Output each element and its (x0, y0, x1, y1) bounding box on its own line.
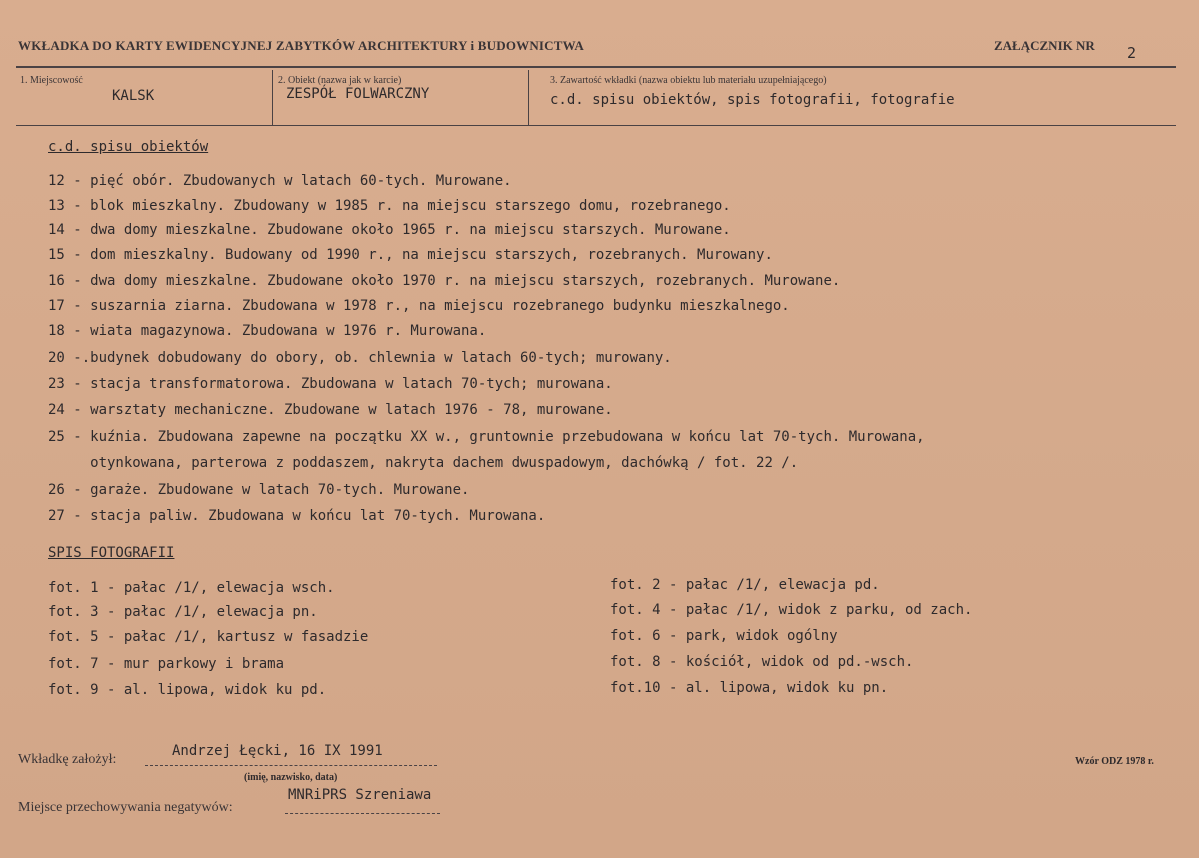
list-item: fot. 6 - park, widok ogólny (610, 628, 838, 644)
author-line (145, 764, 437, 766)
list-item: fot. 8 - kościół, widok od pd.-wsch. (610, 654, 914, 670)
author-value: Andrzej Łęcki, 16 IX 1991 (172, 743, 383, 759)
list-item: fot. 9 - al. lipowa, widok ku pd. (48, 682, 327, 698)
list-item: 24 - warsztaty mechaniczne. Zbudowane w latach 1976 - 78, murowane. (48, 402, 613, 418)
author-caption: (imię, nazwisko, data) (244, 772, 338, 783)
locality-value: KALSK (112, 88, 155, 104)
list-item: 23 - stacja transformatorowa. Zbudowana w latach 70-tych; murowana. (48, 376, 613, 392)
list-item: 26 - garaże. Zbudowane w latach 70-tych. Murowane. (48, 482, 470, 498)
list-item: 27 - stacja paliw. Zbudowana w końcu lat 70-tych. Murowana. (48, 508, 546, 524)
author-label: Wkładkę założył: (18, 752, 117, 767)
storage-label: Miejsce przechowywania negatywów: (18, 800, 233, 815)
photos-heading: SPIS FOTOGRAFII (48, 545, 175, 561)
list-item: 25 - kuźnia. Zbudowana zapewne na początku XX w., gruntownie przebudowana w końcu lat 70-tych. Murowana, (48, 429, 925, 445)
object-label: 2. Obiekt (nazwa jak w karcie) (278, 75, 402, 86)
list-item: fot. 2 - pałac /1/, elewacja pd. (610, 577, 880, 593)
form-title: WKŁADKA DO KARTY EWIDENCYJNEJ ZABYTKÓW ARCHITEKTURY i BUDOWNICTWA (18, 38, 584, 53)
object-value: ZESPÓŁ FOLWARCZNY (286, 86, 430, 102)
locality-label: 1. Miejscowość (20, 75, 83, 86)
list-item: 20 -.budynek dobudowany do obory, ob. chlewnia w latach 60-tych; murowany. (48, 350, 672, 366)
form-code: Wzór ODZ 1978 r. (1075, 756, 1154, 767)
list-item: fot. 7 - mur parkowy i brama (48, 656, 285, 672)
field-divider (528, 70, 529, 126)
annex-label: ZAŁĄCZNIK NR (994, 38, 1095, 53)
list-item: 14 - dwa domy mieszkalne. Zbudowane około 1965 r. na miejscu starszych. Murowane. (48, 222, 731, 238)
contents-label: 3. Zawartość wkładki (nazwa obiektu lub materiału uzupełniającego) (550, 75, 827, 86)
list-item: 17 - suszarnia ziarna. Zbudowana w 1978 r., na miejscu rozebranego budynku mieszkalnego. (48, 298, 790, 314)
list-item: 16 - dwa domy mieszkalne. Zbudowane około 1970 r. na miejscu starszych, rozebranych. Murowane. (48, 273, 841, 289)
storage-value: MNRiPRS Szreniawa (288, 787, 432, 803)
list-item: 15 - dom mieszkalny. Budowany od 1990 r., na miejscu starszych, rozebranych. Murowany. (48, 247, 773, 263)
list-item: 13 - blok mieszkalny. Zbudowany w 1985 r. na miejscu starszego domu, rozebranego. (48, 198, 731, 214)
list-item: 12 - pięć obór. Zbudowanych w latach 60-tych. Murowane. (48, 173, 512, 189)
list-item: fot. 1 - pałac /1/, elewacja wsch. (48, 580, 335, 596)
annex-number: 2 (1127, 44, 1137, 62)
fields-rule (16, 125, 1176, 126)
list-item: otynkowana, parterowa z poddaszem, nakryta dachem dwuspadowym, dachówką / fot. 22 /. (48, 455, 799, 471)
header-rule (16, 66, 1176, 68)
storage-line (285, 812, 440, 814)
field-divider (272, 70, 273, 126)
list-item: fot.10 - al. lipowa, widok ku pn. (610, 680, 889, 696)
list-item: fot. 5 - pałac /1/, kartusz w fasadzie (48, 629, 369, 645)
contents-value: c.d. spisu obiektów, spis fotografii, fotografie (550, 92, 955, 108)
list-item: 18 - wiata magazynowa. Zbudowana w 1976 r. Murowana. (48, 323, 487, 339)
list-item: fot. 3 - pałac /1/, elewacja pn. (48, 604, 318, 620)
objects-heading: c.d. spisu obiektów (48, 139, 209, 155)
list-item: fot. 4 - pałac /1/, widok z parku, od zach. (610, 602, 973, 618)
